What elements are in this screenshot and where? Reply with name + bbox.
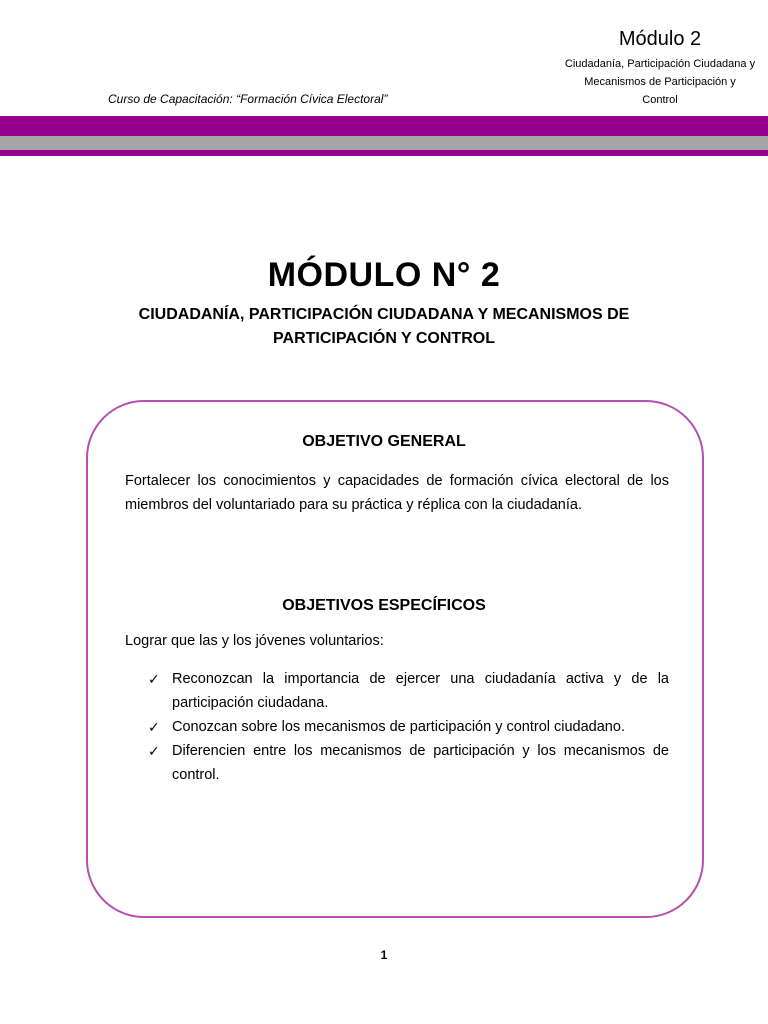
page-subtitle (0, 303, 768, 351)
module-subtitle-line: Mecanismos de Participación y (584, 76, 736, 88)
header-band-gray (0, 136, 768, 150)
objetivo-general-text: Fortalecer los conocimientos y capacidades de formación cívica electoral de los miembros del voluntariado para su práctica y réplica con la ciudadanía. (125, 473, 669, 513)
objetivo-general-heading: OBJETIVO GENERAL (302, 433, 466, 450)
module-subtitle-line: Control (642, 94, 678, 106)
list-item-text: Diferencien entre los mecanismos de participación y los mecanismos de control. (172, 743, 669, 783)
list-item (148, 667, 669, 715)
page-subtitle-line: PARTICIPACIÓN Y CONTROL (273, 330, 495, 347)
objetivos-checklist (148, 667, 669, 787)
page-number: 1 (380, 948, 388, 962)
list-item-text: Conozcan sobre los mecanismos de participación y control ciudadano. (172, 719, 625, 735)
module-subtitle-line: Ciudadanía, Participación Ciudadana y (564, 58, 756, 70)
module-subtitle (530, 55, 768, 109)
checkmark-icon: ✓ (148, 719, 160, 735)
objetivos-especificos-lead: Lograr que las y los jóvenes voluntarios: (125, 633, 384, 649)
header-band-purple-top (0, 116, 768, 136)
checkmark-icon: ✓ (148, 671, 160, 687)
page-subtitle-line: CIUDADANÍA, PARTICIPACIÓN CIUDADANA Y MECANISMOS DE (138, 306, 630, 323)
module-label: Módulo 2 (618, 28, 702, 50)
checkmark-icon: ✓ (148, 743, 160, 759)
list-item (148, 715, 669, 739)
page-title: MÓDULO N° 2 (267, 256, 501, 294)
course-title: Curso de Capacitación: “Formación Cívica Electoral” (108, 92, 388, 106)
list-item-text: Reconozcan la importancia de ejercer una ciudadanía activa y de la participación ciudadana. (172, 671, 669, 711)
header-band-purple-bottom (0, 150, 768, 156)
objetivos-especificos-heading: OBJETIVOS ESPECÍFICOS (282, 597, 486, 614)
list-item (148, 739, 669, 787)
